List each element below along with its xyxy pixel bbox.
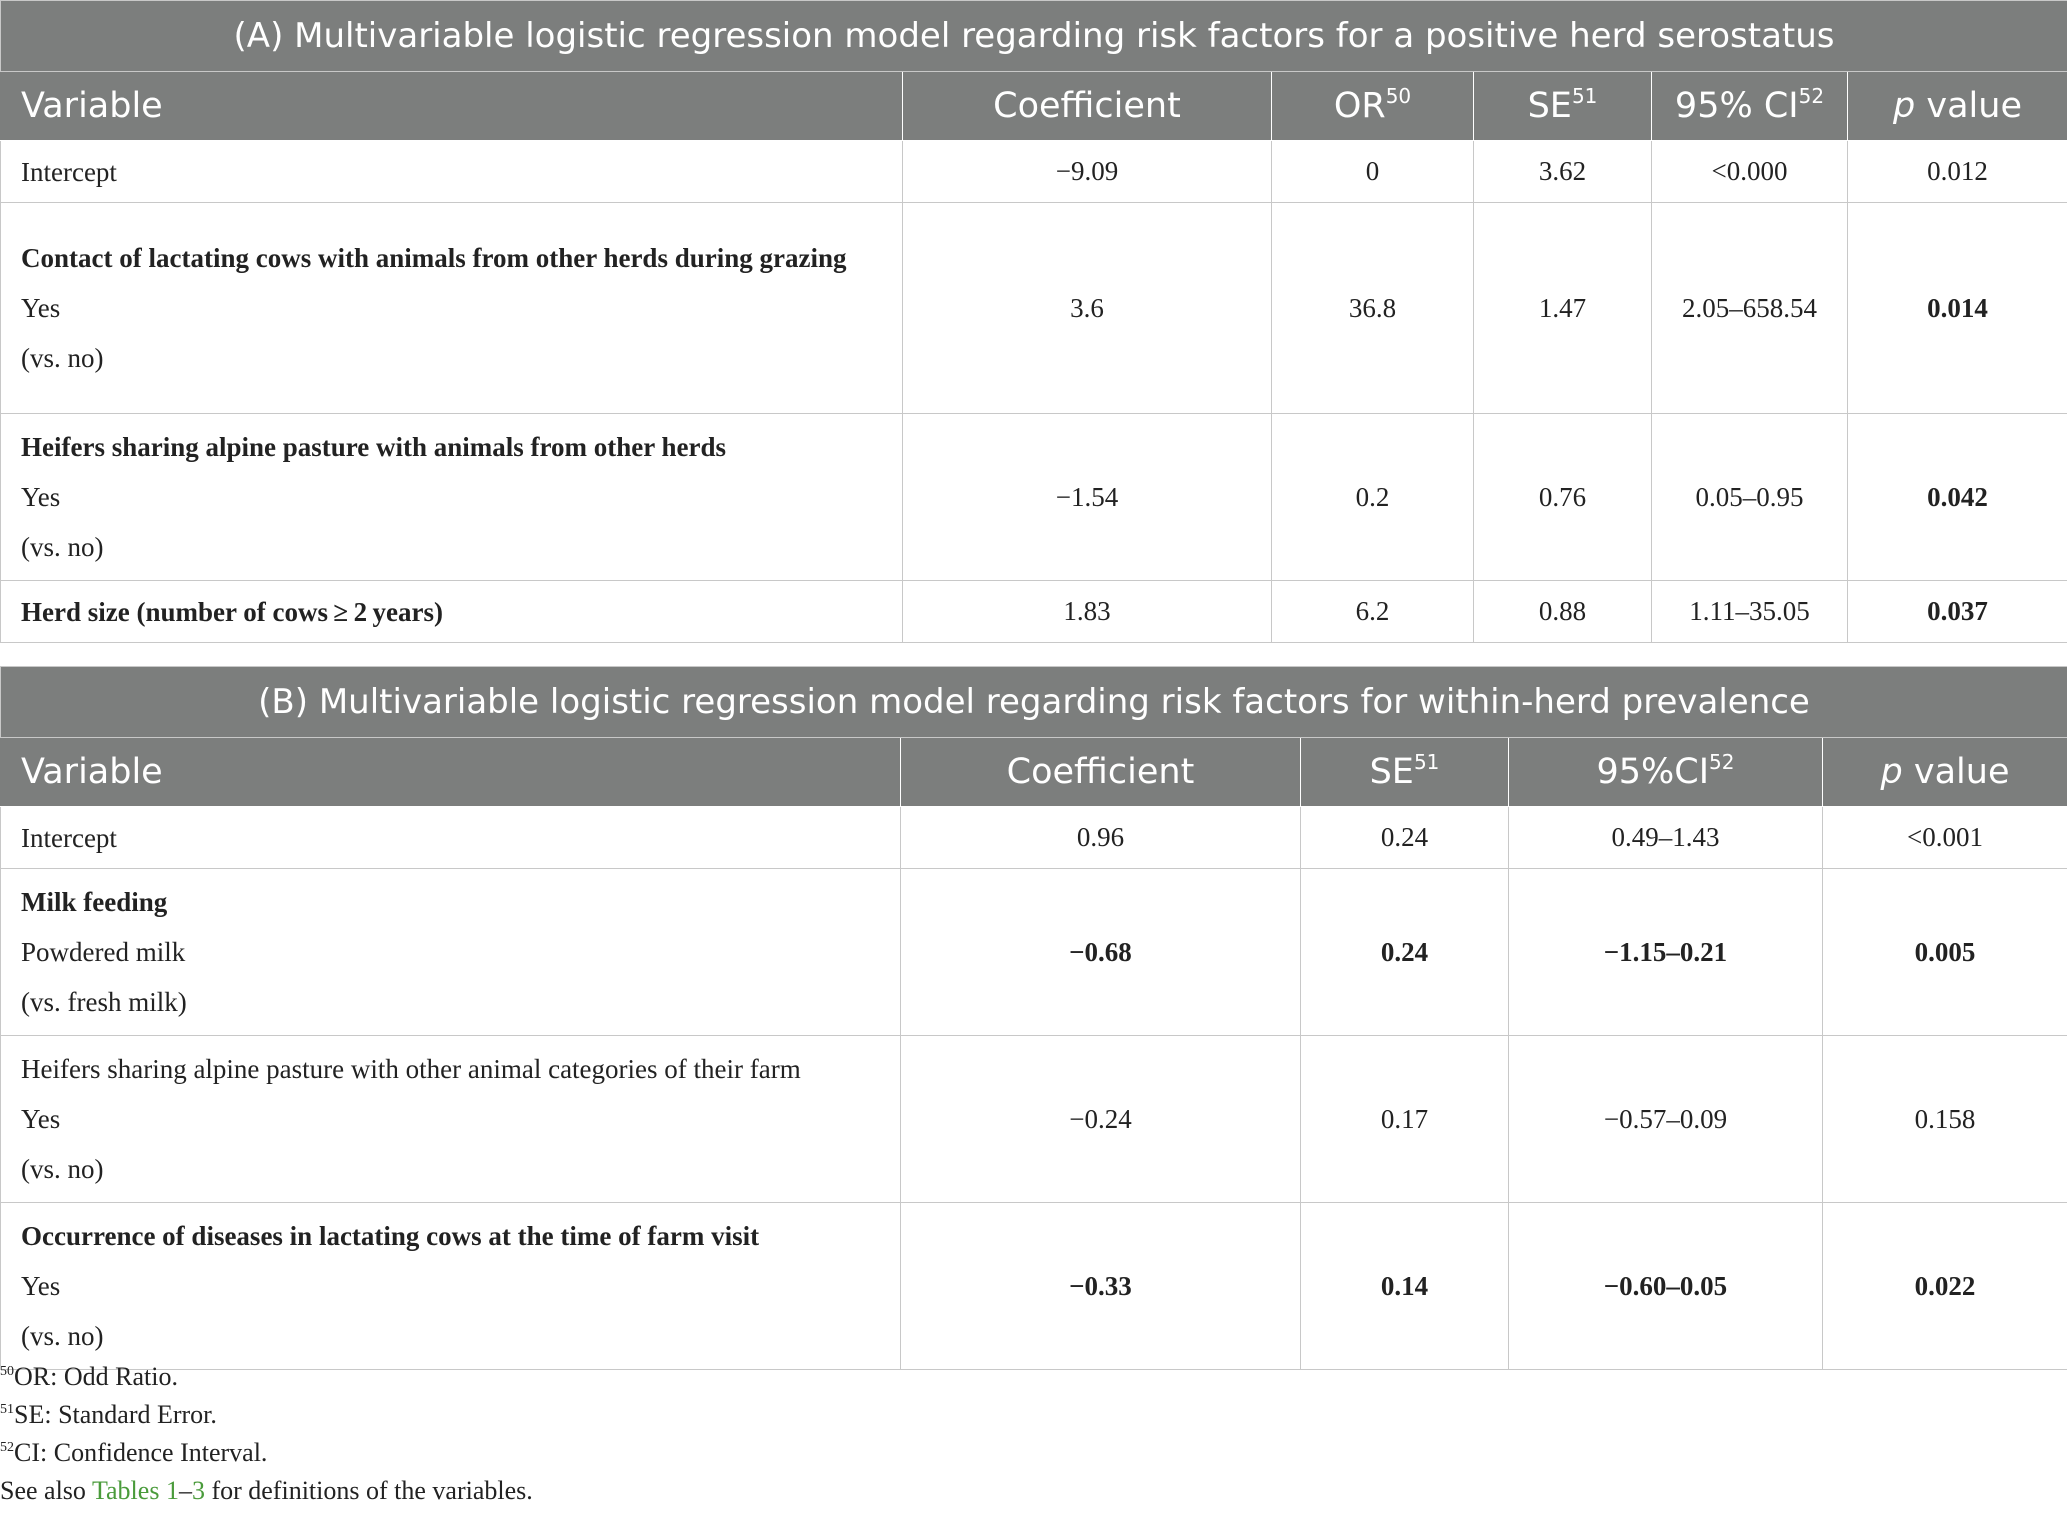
row-label-cell	[1, 1203, 901, 1370]
cell-coefficient: −9.09	[903, 141, 1272, 203]
cell-se: 0.24	[1301, 807, 1509, 869]
cell-ci: 0.05–0.95	[1652, 414, 1848, 581]
footnote-se: $^{51}$SE: Standard Error.	[0, 1400, 217, 1429]
cell-ci: 2.05–658.54	[1652, 203, 1848, 414]
table-row	[1, 869, 2067, 1036]
table-a-caption: (A) Multivariable logistic regression model regarding risk factors for a positive herd serostatus	[1, 1, 2067, 72]
cell-or: 0.2	[1272, 414, 1474, 581]
header-coefficient: Coefficient	[901, 738, 1301, 807]
row-label-cell	[1, 414, 903, 581]
cell-ci: <0.000	[1652, 141, 1848, 203]
cell-coefficient: 1.83	[903, 581, 1272, 643]
cell-coefficient: −0.24	[901, 1036, 1301, 1203]
cell-or: 36.8	[1272, 203, 1474, 414]
row-label-cell	[1, 203, 903, 414]
row-label: Heifers sharing alpine pasture with other animal categories of their farm	[21, 1054, 801, 1084]
cell-p-value: 0.022	[1823, 1203, 2067, 1370]
row-reference: (vs. no)	[21, 532, 104, 562]
row-label-cell	[1, 869, 901, 1036]
cell-p-value: 0.042	[1848, 414, 2067, 581]
cell-coefficient: −1.54	[903, 414, 1272, 581]
row-label: Occurrence of diseases in lactating cows at the time of farm visit	[21, 1221, 760, 1251]
cell-p-value: 0.005	[1823, 869, 2067, 1036]
header-p-value: p value	[1848, 72, 2067, 141]
header-se: SE$^{51}$	[1301, 738, 1509, 807]
row-label: Intercept	[1, 807, 901, 869]
cell-coefficient: −0.33	[901, 1203, 1301, 1370]
footnote-see-also: See also Tables 1–3 for definitions of the variables.	[0, 1476, 533, 1505]
row-label: Herd size (number of cows ≥ 2 years)	[1, 581, 903, 643]
row-label-cell	[1, 1036, 901, 1203]
table-row	[1, 807, 2067, 869]
row-reference: (vs. no)	[21, 343, 104, 373]
row-label: Heifers sharing alpine pasture with animals from other herds	[21, 432, 727, 462]
cell-coefficient: −0.68	[901, 869, 1301, 1036]
table-row	[1, 141, 2067, 203]
cell-coefficient: 0.96	[901, 807, 1301, 869]
cell-p-value: 0.012	[1848, 141, 2067, 203]
header-ci: 95%CI$^{52}$	[1509, 738, 1823, 807]
cell-coefficient: 3.6	[903, 203, 1272, 414]
table-row	[1, 581, 2067, 643]
table-a	[0, 0, 2067, 643]
header-se: SE$^{51}$	[1474, 72, 1652, 141]
cell-se: 3.62	[1474, 141, 1652, 203]
header-ci: 95% CI$^{52}$	[1652, 72, 1848, 141]
row-label: Intercept	[1, 141, 903, 203]
cell-se: 0.14	[1301, 1203, 1509, 1370]
table-row	[1, 1203, 2067, 1370]
tables-link-end[interactable]: 3	[191, 1476, 205, 1505]
row-reference: (vs. no)	[21, 1154, 104, 1184]
table-row	[1, 414, 2067, 581]
cell-se: 0.76	[1474, 414, 1652, 581]
table-b-header-row	[1, 738, 2067, 807]
row-level: Yes	[21, 1104, 61, 1134]
cell-se: 0.17	[1301, 1036, 1509, 1203]
cell-se: 0.88	[1474, 581, 1652, 643]
header-p-value: p value	[1823, 738, 2067, 807]
cell-ci: 0.49–1.43	[1509, 807, 1823, 869]
cell-p-value: 0.158	[1823, 1036, 2067, 1203]
table-a-header-row	[1, 72, 2067, 141]
cell-ci: −0.57–0.09	[1509, 1036, 1823, 1203]
footnote-or: $^{50}$OR: Odd Ratio.	[0, 1362, 178, 1391]
row-label: Milk feeding	[21, 887, 168, 917]
footnote-ci: $^{52}$CI: Confidence Interval.	[0, 1438, 268, 1467]
row-label: Contact of lactating cows with animals from other herds during grazing	[21, 243, 847, 273]
table-b	[0, 666, 2067, 1370]
row-level: Powdered milk	[21, 937, 186, 967]
header-variable: Variable	[1, 72, 903, 141]
header-variable: Variable	[1, 738, 901, 807]
header-coefficient: Coefficient	[903, 72, 1272, 141]
cell-ci: 1.11–35.05	[1652, 581, 1848, 643]
cell-se: 1.47	[1474, 203, 1652, 414]
row-level: Yes	[21, 1271, 61, 1301]
header-or: OR$^{50}$	[1272, 72, 1474, 141]
table-b-caption: (B) Multivariable logistic regression model regarding risk factors for within-herd prevalence	[1, 667, 2067, 738]
cell-or: 0	[1272, 141, 1474, 203]
cell-ci: −1.15–0.21	[1509, 869, 1823, 1036]
cell-ci: −0.60–0.05	[1509, 1203, 1823, 1370]
cell-p-value: <0.001	[1823, 807, 2067, 869]
row-reference: (vs. fresh milk)	[21, 987, 187, 1017]
row-level: Yes	[21, 293, 61, 323]
table-row	[1, 203, 2067, 414]
tables-link[interactable]: Tables 1	[91, 1476, 179, 1505]
row-level: Yes	[21, 482, 61, 512]
row-reference: (vs. no)	[21, 1321, 104, 1351]
cell-p-value: 0.014	[1848, 203, 2067, 414]
cell-p-value: 0.037	[1848, 581, 2067, 643]
cell-or: 6.2	[1272, 581, 1474, 643]
cell-se: 0.24	[1301, 869, 1509, 1036]
table-row	[1, 1036, 2067, 1203]
